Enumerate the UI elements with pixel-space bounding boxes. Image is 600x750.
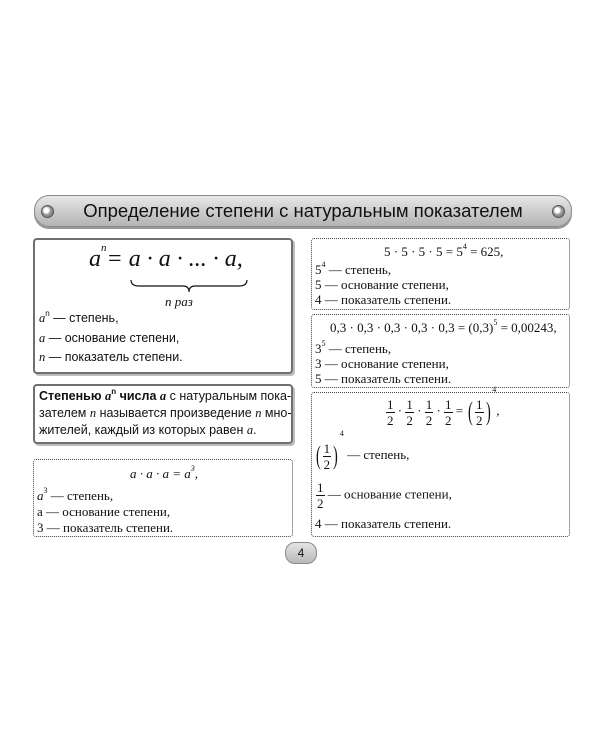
page-title: Определение степени с натуральным показателем — [83, 200, 523, 221]
example-decimal — [311, 314, 570, 388]
example-fraction — [311, 385, 570, 537]
rule-line-1: Степенью $a^n$ числа a с натуральным пока- — [39, 387, 292, 403]
example-a-line-2: a — основание степени, — [37, 504, 171, 519]
example-a-line-3: 3 — показатель степени. — [37, 520, 174, 535]
example-fraction-line-2: $\frac{1}{2}$ — основание степени, — [317, 480, 452, 511]
example-five-line-2: 5 — основание степени, — [315, 277, 449, 292]
example-fraction-formula: $\frac{1}{2}$ · $\frac{1}{2}$ · $\frac{1}{2}$ · $\frac{1}{2}$ = ( $\frac{1}{2}$ )$^4$, — [387, 385, 500, 428]
example-decimal-formula: $0,3 \cdot 0,3 \cdot 0,3 \cdot 0,3 \cdot 0,3 = (0,3)^5 = 0,00243$, — [330, 318, 557, 335]
example-five — [311, 238, 570, 310]
example-decimal-line-3: 5 — показатель степени. — [315, 371, 452, 386]
example-five-line-3: 4 — показатель степени. — [315, 292, 452, 307]
definition-box — [33, 238, 293, 374]
example-five-formula: $5 \cdot 5 \cdot 5 \cdot 5 = 5^4 = 625$, — [384, 242, 504, 259]
example-decimal-line-2: 3 — основание степени, — [315, 356, 449, 371]
power-formula: $a^n= a \cdot a$ · ... · a, — [89, 242, 243, 272]
example-decimal-line-1: $3^5$ — степень, — [315, 339, 392, 356]
example-a-cubed — [33, 459, 293, 537]
rule-box — [33, 384, 293, 444]
rule-line-3: жителей, каждый из которых равен a. — [39, 423, 257, 437]
example-fraction-line-3: 4 — показатель степени. — [315, 516, 452, 531]
rivet-right-icon — [552, 205, 565, 218]
rule-line-2: зателем n называется произведение n мно- — [39, 406, 292, 420]
underbrace-icon — [129, 278, 249, 294]
def-line-degree: $a^n$ — степень, — [39, 309, 119, 325]
def-line-exponent: n — показатель степени. — [39, 350, 183, 364]
example-a-line-1: $a^3$ — степень, — [37, 486, 114, 503]
title-bar — [34, 195, 572, 227]
def-line-base: a — основание степени, — [39, 331, 180, 345]
brace-label: n раз — [165, 294, 193, 309]
example-fraction-line-1: ( $\frac{1}{2}$ )$^4$ — степень, — [315, 429, 410, 472]
page-number: 4 — [285, 542, 317, 564]
example-five-line-1: $5^4$ — степень, — [315, 260, 392, 277]
example-a-formula: $a \cdot a \cdot a = a^3$, — [130, 464, 199, 481]
